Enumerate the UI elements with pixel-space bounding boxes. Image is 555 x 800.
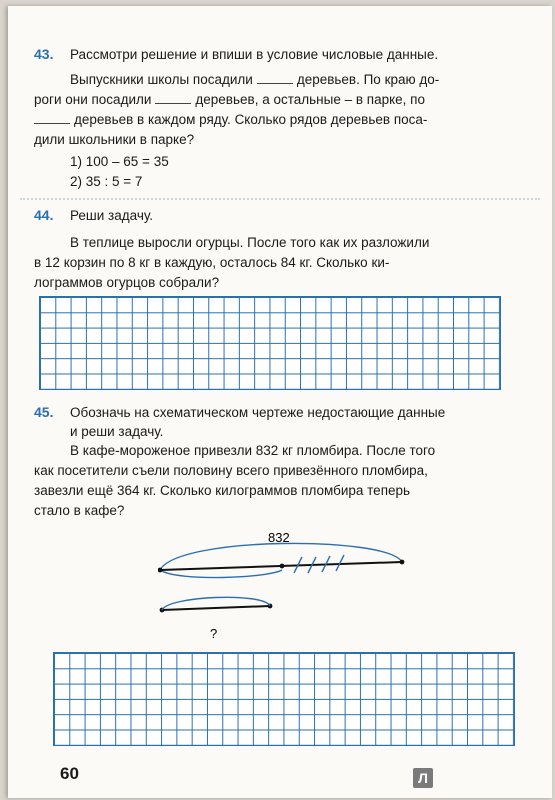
task-43-line-3: деревьев в каждом ряду. Сколько рядов деревьев поса- xyxy=(34,110,427,129)
task-43-instruction: Рассмотри решение и впиши в условие числовые данные. xyxy=(70,47,439,62)
publisher-logo: Л xyxy=(413,768,433,788)
task-45-line-1: В кафе-мороженое привезли 832 кг пломбира. После того xyxy=(70,443,436,458)
diagram-point xyxy=(280,564,285,569)
task-43-solution-1: 1) 100 – 65 = 35 xyxy=(70,154,169,169)
task-43-solution-2: 2) 35 : 5 = 7 xyxy=(70,174,143,189)
task-43-line-1: Выпускники школы посадили деревьев. По краю до- xyxy=(70,72,440,87)
answer-blank-3[interactable] xyxy=(34,123,70,124)
separator xyxy=(20,198,540,200)
task-43-number: 43. xyxy=(34,46,54,62)
task-45-line-2: как посетители съели половину всего привезённого пломбира, xyxy=(34,463,428,478)
workbook-page xyxy=(8,6,552,798)
task-45-line-3: завезли ещё 364 кг. Сколько килограммов пломбира теперь xyxy=(34,483,411,498)
schematic-diagram xyxy=(158,526,418,646)
task-43-line-4: дили школьники в парке? xyxy=(34,132,195,147)
answer-blank-2[interactable] xyxy=(155,103,191,104)
task-44-line-3: лограммов огурцов собрали? xyxy=(34,275,220,290)
answer-blank-1[interactable] xyxy=(257,83,293,84)
task-44-line-1: В теплице выросли огурцы. После того как их разложили xyxy=(70,235,430,250)
diagram-question-mark: ? xyxy=(210,626,218,641)
task-44-line-2: в 12 корзин по 8 кг в каждую, осталось 84 кг. Сколько ки- xyxy=(34,255,390,270)
task-45-line-4: стало в кафе? xyxy=(34,503,125,518)
page-number: 60 xyxy=(60,764,79,783)
task-44-instruction: Реши задачу. xyxy=(70,208,154,223)
answer-grid-44[interactable] xyxy=(39,296,501,390)
diagram-arc-half xyxy=(160,570,282,578)
diagram-segment-result xyxy=(162,606,270,610)
diagram-top-label: 832 xyxy=(268,530,290,545)
answer-grid-45[interactable] xyxy=(53,652,515,746)
task-45-instruction-2: и реши задачу. xyxy=(70,424,164,439)
task-45-instruction-1: Обозначь на схематическом чертеже недостающие данные xyxy=(70,405,446,420)
task-45-number: 45. xyxy=(34,404,54,420)
diagram-point xyxy=(400,560,405,565)
task-43-line-2: роги они посадили деревьев, а остальные – в парке, по xyxy=(34,92,425,107)
task-44-number: 44. xyxy=(34,207,54,223)
